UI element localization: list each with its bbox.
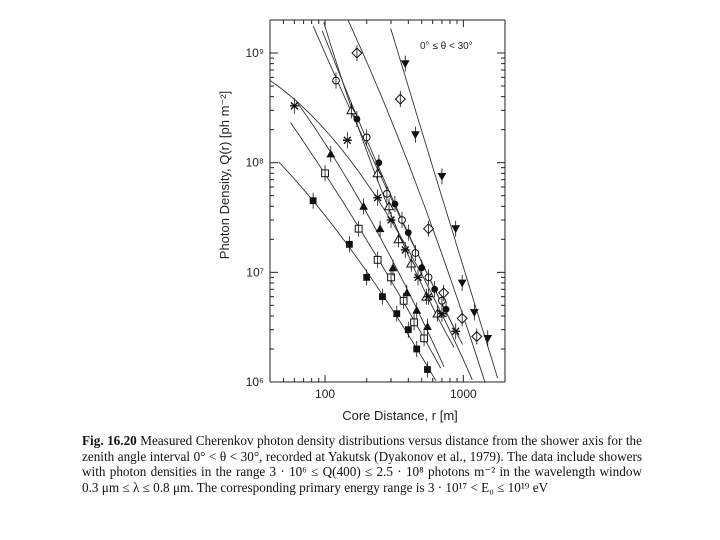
data-point-filled-square: [393, 306, 400, 322]
fit-curve: [348, 20, 485, 382]
data-point-open-circle: [363, 129, 370, 145]
data-point-filled-triangle-down: [438, 168, 447, 184]
x-axis-label: Core Distance, r [m]: [342, 408, 458, 423]
data-point-filled-triangle-down: [483, 330, 492, 346]
y-axis-label: Photon Density, Q(r) [ph m⁻²]: [217, 90, 232, 260]
y-tick-label: 10⁸: [245, 155, 264, 170]
data-point-filled-circle: [418, 260, 425, 276]
y-axis-ticks: [246, 20, 506, 389]
plot-frame: [270, 20, 505, 382]
figure-caption: [82, 433, 642, 495]
figure-number: Fig. 16.20: [82, 433, 137, 448]
data-point-filled-circle: [375, 155, 382, 171]
data-point-open-diamond: [472, 328, 482, 344]
data-point-open-square: [421, 330, 428, 346]
data-point-filled-square: [424, 362, 431, 378]
y-tick-label: 10⁶: [245, 375, 264, 389]
zenith-range-label: 0° ≤ θ < 30°: [420, 41, 473, 52]
y-tick-label: 10⁷: [246, 265, 264, 280]
data-point-filled-triangle: [376, 221, 385, 237]
data-point-filled-square: [310, 193, 317, 209]
data-point-filled-square: [363, 269, 370, 285]
fit-curves: [270, 20, 498, 382]
data-point-open-circle: [333, 73, 340, 89]
data-point-open-square: [388, 269, 395, 285]
fit-curve: [291, 123, 441, 369]
x-axis-ticks: [270, 20, 505, 401]
fit-curve: [391, 28, 498, 378]
data-point-filled-triangle: [412, 302, 421, 318]
x-tick-label: 100: [315, 387, 336, 401]
data-point-filled-triangle-down: [451, 221, 460, 237]
data-point-open-square: [322, 165, 329, 181]
data-point-filled-triangle-down: [411, 127, 420, 143]
data-point-filled-triangle: [359, 198, 368, 214]
data-point-filled-triangle-down: [458, 275, 467, 291]
y-tick-label: 10⁹: [245, 46, 264, 61]
fit-curve: [270, 74, 472, 380]
fit-curve: [296, 101, 444, 367]
data-point-star: [424, 289, 433, 305]
data-point-open-diamond: [395, 91, 405, 107]
data-point-star: [343, 132, 352, 148]
data-point-filled-square: [413, 341, 420, 357]
data-point-open-diamond: [424, 221, 434, 237]
data-point-star: [290, 98, 299, 114]
x-tick-label: 1000: [450, 387, 477, 401]
data-point-filled-triangle-down: [401, 56, 410, 72]
caption-text: Measured Cherenkov photon density distributions versus distance from the shower axis for the zenith angle interval 0° < θ < 30°, recorded at Yakutsk (Dyakonov et al., 1979). The data include showers with photon densities in the range 3 · 10⁶ ≤ Q(400) ≤ 2.5 · 10⁸ photons m⁻² in the wavelength window 0.3 μm ≤ λ ≤ 0.8 μm. The corresponding primary energy range is 3 · 10¹⁷ < E₀ ≤ 10¹⁹ eV: [82, 433, 642, 495]
fit-curve: [279, 162, 436, 381]
data-points: [290, 45, 492, 377]
